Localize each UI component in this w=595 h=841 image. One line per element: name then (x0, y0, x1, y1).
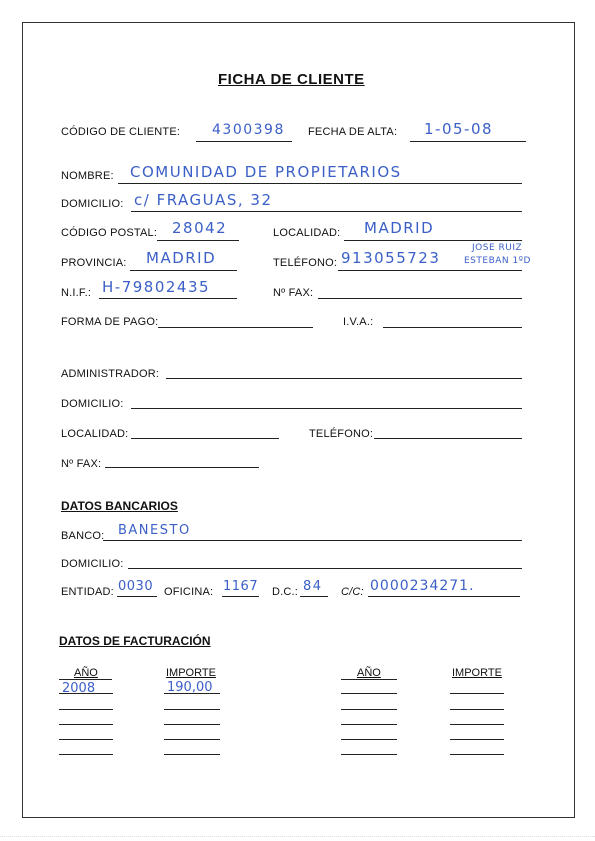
dc-line (300, 596, 328, 597)
codigo-postal-value[interactable]: 28042 (172, 219, 228, 237)
fact-row1-ano[interactable]: 2008 (62, 681, 96, 696)
codigo-postal-label: CÓDIGO POSTAL: (61, 227, 158, 239)
domicilio-value[interactable]: c/ FRAGUAS, 32 (134, 191, 273, 209)
fecha-alta-line (410, 141, 526, 142)
scan-edge (0, 836, 595, 837)
fact-importe-line (450, 693, 504, 694)
telefono-line (338, 270, 522, 271)
forma-pago-line (158, 327, 313, 328)
fact-importe-line (450, 724, 504, 725)
iva-line (383, 327, 522, 328)
domicilio-label: DOMICILIO: (61, 198, 124, 210)
cc-value[interactable]: 0000234271. (370, 578, 475, 594)
fact-ano-line (341, 709, 397, 710)
oficina-label: OFICINA: (164, 586, 214, 598)
codigo-cliente-value[interactable]: 4300398 (212, 122, 285, 138)
dc-label: D.C.: (272, 586, 299, 598)
fact-ano-line (59, 754, 113, 755)
fecha-alta-value[interactable]: 1-05-08 (424, 120, 494, 138)
fact-ano-line (59, 709, 113, 710)
banco-domicilio-line (128, 568, 522, 569)
fact-importe-line (164, 709, 220, 710)
oficina-value[interactable]: 1167 (223, 579, 259, 594)
fact-ano-line (341, 754, 397, 755)
col-ano-2-underline (341, 679, 397, 680)
col-ano-1: AÑO (74, 667, 98, 679)
banco-domicilio-label: DOMICILIO: (61, 558, 124, 570)
fact-importe-line (164, 693, 220, 694)
nif-label: N.I.F.: (61, 287, 92, 299)
nombre-value[interactable]: COMUNIDAD DE PROPIETARIOS (130, 163, 402, 181)
codigo-postal-line (157, 240, 239, 241)
provincia-value[interactable]: MADRID (146, 249, 217, 267)
codigo-cliente-label: CÓDIGO DE CLIENTE: (61, 126, 181, 138)
fact-row1-importe[interactable]: 190,00 (167, 680, 213, 695)
fact-importe-line (450, 739, 504, 740)
iva-label: I.V.A.: (343, 316, 374, 328)
fact-ano-line (59, 739, 113, 740)
fax-line (318, 298, 522, 299)
entidad-label: ENTIDAD: (61, 586, 114, 598)
admin-domicilio-line (131, 408, 522, 409)
codigo-cliente-line (196, 141, 292, 142)
fact-ano-line (341, 724, 397, 725)
col-importe-1: IMPORTE (166, 667, 216, 679)
admin-telefono-line (374, 438, 522, 439)
admin-fax-line (105, 467, 259, 468)
provincia-line (130, 270, 237, 271)
domicilio-line (131, 211, 522, 212)
admin-localidad-line (131, 438, 279, 439)
admin-localidad-label: LOCALIDAD: (61, 428, 129, 440)
telefono-note-line2: ESTEBAN 1ºD (464, 256, 531, 266)
banco-line (103, 540, 522, 541)
fact-ano-line (341, 739, 397, 740)
fecha-alta-label: FECHA DE ALTA: (308, 126, 398, 138)
entidad-line (117, 596, 157, 597)
administrador-label: ADMINISTRADOR: (61, 368, 160, 380)
fact-importe-line (450, 709, 504, 710)
cc-line (368, 596, 520, 597)
telefono-value[interactable]: 913055723 (341, 249, 441, 267)
fact-importe-line (450, 754, 504, 755)
localidad-line (344, 240, 522, 241)
datos-bancarios-heading: DATOS BANCARIOS (61, 499, 178, 513)
nif-value[interactable]: H-79802435 (102, 278, 211, 296)
fact-ano-line (59, 724, 113, 725)
nombre-line (118, 183, 522, 184)
admin-domicilio-label: DOMICILIO: (61, 398, 124, 410)
dc-value[interactable]: 84 (303, 579, 323, 594)
telefono-label: TELÉFONO: (273, 257, 338, 269)
oficina-line (222, 596, 259, 597)
fact-ano-line (59, 693, 113, 694)
administrador-line (166, 378, 522, 379)
fact-importe-line (164, 754, 220, 755)
datos-facturacion-heading: DATOS DE FACTURACIÓN (59, 634, 211, 648)
provincia-label: PROVINCIA: (61, 257, 127, 269)
localidad-label: LOCALIDAD: (273, 227, 341, 239)
telefono-note-line1: JOSE RUIZ (472, 243, 523, 253)
entidad-value[interactable]: 0030 (118, 579, 154, 594)
nombre-label: NOMBRE: (61, 170, 114, 182)
forma-pago-label: FORMA DE PAGO: (61, 316, 159, 328)
fact-importe-line (164, 739, 220, 740)
form-title: FICHA DE CLIENTE (218, 71, 365, 88)
nif-line (99, 298, 237, 299)
admin-telefono-label: TELÉFONO: (309, 428, 374, 440)
fact-ano-line (341, 693, 397, 694)
banco-label: BANCO: (61, 530, 105, 542)
fax-label: Nº FAX: (273, 287, 314, 299)
banco-value[interactable]: BANESTO (118, 523, 191, 538)
col-ano-2: AÑO (357, 667, 381, 679)
fact-importe-line (164, 724, 220, 725)
col-importe-2: IMPORTE (452, 667, 502, 679)
localidad-value[interactable]: MADRID (364, 219, 435, 237)
admin-fax-label: Nº FAX: (61, 458, 102, 470)
col-ano-1-underline (59, 679, 112, 680)
cc-label: C/C: (341, 586, 364, 598)
